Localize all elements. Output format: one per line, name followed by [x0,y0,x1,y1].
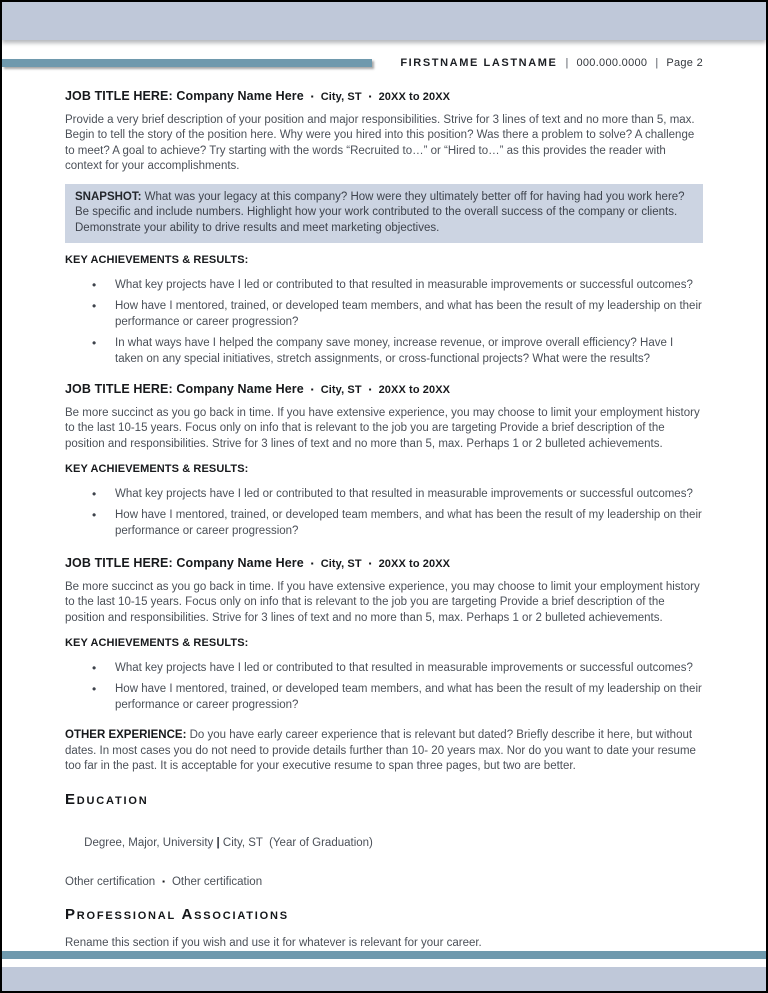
bullet-icon: • [92,682,97,696]
job-title-heading [65,89,703,106]
bullet-text: How have I mentored, trained, or developed team members, and what has been the result of my leadership on their performance or career progression? [115,683,702,711]
snapshot-callout [65,184,703,244]
list-item [65,508,703,539]
job-description: Be more succinct as you go back in time. If you have extensive experience, you may choose to limit your employment history to the last 10-15 years. Focus only on info that is relevant to the job you are targeting Provide a brief description of the position and responsibilities. Strive for 3 lines of text and no more than 5, max. Perhaps 1 or 2 bulleted achievements. [65,406,700,450]
list-item [65,661,703,677]
achievements-heading: KEY ACHIEVEMENTS & RESULTS: [65,254,249,266]
pipe-separator: | [216,836,220,849]
header-separator: | [655,57,659,69]
bullet-icon: • [92,660,97,675]
list-item [65,487,703,503]
list-item [65,299,703,330]
job-city: City, ST [320,384,362,396]
square-separator-icon: ▪ [368,385,372,394]
job-description: Be more succinct as you go back in time. If you have extensive experience, you may choose to limit your employment history to the last 10-15 years. Focus only on info that is relevant to the job you are targeting Provide a brief description of the position and responsibilities. Strive for 3 lines of text and no more than 5, max. Perhaps 1 or 2 bulleted achievements. [65,580,700,624]
header-band [2,2,766,40]
degree-text: Degree, Major, University [84,836,217,849]
job-title-text: JOB TITLE HERE: Company Name Here [65,89,304,103]
bullet-text: What key projects have I led or contributed to that resulted in measurable improvements or successful outcomes? [115,661,693,674]
certification-text: Other certification [171,875,263,888]
bullet-icon: • [92,486,97,501]
square-separator-icon: ▪ [368,559,372,568]
job-title-heading [65,382,703,399]
achievements-list [65,278,703,368]
bullet-icon: • [92,277,97,292]
header-separator: | [565,57,569,69]
associations-heading: Professional Associations [65,906,289,923]
bullet-text: How have I mentored, trained, or developed team members, and what has been the result of my leadership on their performance or career progression? [115,300,702,328]
list-item [65,278,703,294]
bullet-text: What key projects have I led or contributed to that resulted in measurable improvements or successful outcomes? [115,487,693,500]
associations-text: Rename this section if you wish and use it for whatever is relevant for your career. [65,936,482,949]
bullet-text: What key projects have I led or contributed to that resulted in measurable improvements or successful outcomes? [115,278,693,291]
education-certifications-line [65,874,703,891]
footer-accent-bar [2,951,766,959]
square-separator-icon: ▪ [162,876,165,886]
job-description: Provide a very brief description of your position and major responsibilities. Strive for 3 lines of text and no more than 5, max. Begin to tell the story of the position here. Why were you hired into this position? Was there a problem to solve? A challenge to meet? A goal to achieve? Try starting with the words “Recruited to…” or “Hired to…” as this provides the reader with context for your accomplishments. [65,113,695,172]
square-separator-icon: ▪ [368,92,372,101]
job-dates: 20XX to 20XX [378,91,451,103]
page-number: Page 2 [666,57,703,69]
header-accent-bar [2,59,372,67]
job-title-text: JOB TITLE HERE: Company Name Here [65,382,304,396]
education-heading: Education [65,790,149,808]
achievements-list [65,661,703,714]
certification-text: Other certification [65,875,156,888]
header-name: FIRSTNAME LASTNAME [400,57,558,69]
job-city: City, ST [320,558,362,570]
square-separator-icon: ▪ [310,385,314,394]
bullet-text: In what ways have I helped the company save money, increase revenue, or improve overall efficiency? Have I taken on any special initiatives, stretch assignments, or cross-functional projects? What were the results? [115,337,674,365]
document-body [2,73,766,951]
square-separator-icon: ▪ [310,92,314,101]
header-phone: 000.000.0000 [576,57,648,69]
job-title-text: JOB TITLE HERE: Company Name Here [65,556,304,570]
footer-band [2,967,766,993]
other-experience-label: OTHER EXPERIENCE: [65,729,187,741]
achievements-heading: KEY ACHIEVEMENTS & RESULTS: [65,637,249,649]
education-degree-line [65,820,703,867]
job-dates: 20XX to 20XX [378,558,451,570]
job-title-heading [65,556,703,573]
page-header [2,53,766,73]
achievements-heading: KEY ACHIEVEMENTS & RESULTS: [65,463,249,475]
list-item [65,336,703,367]
snapshot-text: What was your legacy at this company? How were they ultimately better off for having had you work here? Be specific and include numbers. Highlight how your work contributed to the overall success of the company or clients. Demonstrate your ability to drive results and meet marketing objectives. [75,190,685,234]
square-separator-icon: ▪ [310,559,314,568]
other-experience [65,728,703,775]
bullet-icon: • [92,299,97,313]
header-text [372,57,766,69]
achievements-list [65,487,703,540]
page-footer [2,951,766,993]
snapshot-label: SNAPSHOT: [75,190,142,203]
bullet-text: How have I mentored, trained, or developed team members, and what has been the result of my leadership on their performance or career progression? [115,509,702,537]
other-experience-text: Do you have early career experience that is relevant but dated? Briefly describe it here, but without dates. In most cases you do not need to provide details further than 10- 20 years max. Nor do you want to date your resume too far in the past. It is acceptable for your executive resume to span three pages, but two are better. [65,729,696,772]
job-dates: 20XX to 20XX [378,384,451,396]
bullet-icon: • [92,336,97,350]
bullet-icon: • [92,508,97,522]
job-city: City, ST [320,91,362,103]
list-item [65,682,703,713]
degree-location-year: City, ST (Year of Graduation) [219,836,373,849]
footer-gap [2,959,766,967]
